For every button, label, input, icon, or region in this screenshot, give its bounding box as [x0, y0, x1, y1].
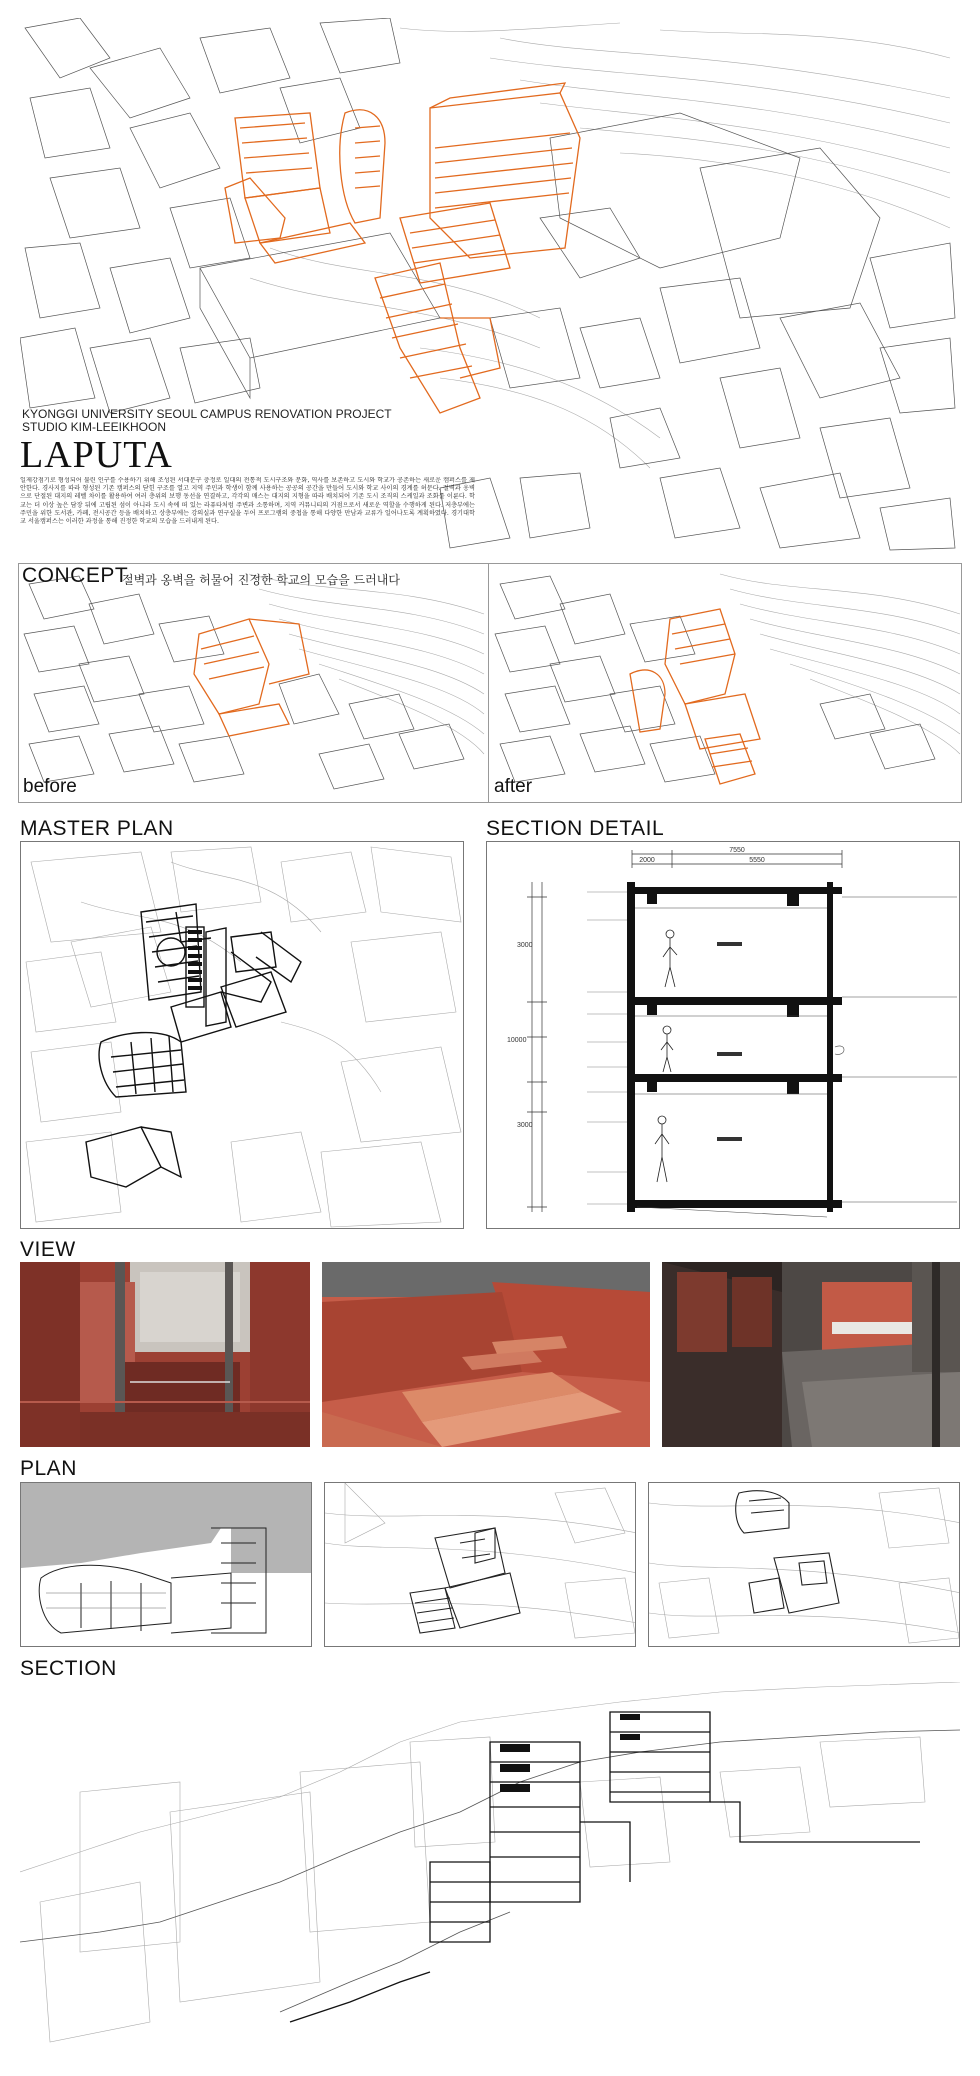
concept-after-label: after — [494, 776, 533, 797]
dim-left: 2000 — [639, 857, 655, 864]
plan-drawing-1 — [20, 1482, 312, 1647]
plan-drawing-3 — [648, 1482, 960, 1647]
dim-floor-1: 3000 — [517, 942, 533, 949]
concept-after-image — [490, 564, 962, 803]
project-title: LAPUTA — [20, 434, 173, 476]
view-render-1 — [20, 1262, 310, 1447]
concept-before-image — [19, 564, 489, 803]
concept-panel — [18, 563, 962, 803]
project-line-2: STUDIO KIM-LEEIKHOON — [22, 420, 167, 434]
section-heading: SECTION — [20, 1657, 117, 1680]
dim-total: 10000 — [507, 1037, 527, 1044]
concept-subtitle: 절벽과 옹벽을 허물어 진정한 학교의 모습을 드러내다 — [122, 573, 400, 587]
dim-overall: 7550 — [729, 847, 745, 854]
view-render-3 — [662, 1262, 960, 1447]
project-description: 일제강점기로 형성되어 불린 인구를 수용하기 위해 조성된 서대문구 충정로 일대의 전통적 도시구조와 문화, 역사를 보존하고 도시와 학교가 공존하는 새로운 캠퍼스를 제안한다. 경사지를 따라 형성된 기존 캠퍼스의 닫힌 구조를 열고 지역 주민과 학생이 함께 사용하는 공공의 공간을 만들어 도시와 학교 사이의 경계를 허문다. 절벽과 옹벽으로 단절된 대지의 레벨 차이를 활용하여 여러 층위의 보행 동선을 연결하고, 각각의 매스는 대지의 지형을 따라 배치되어 기존 도시 조직의 스케일과 조화를 이룬다. 학교는 더 이상 높은 담장 뒤에 고립된 섬이 아니라 도시 속에 떠 있는 라퓨타처럼 주변과 소통하며, 지역 커뮤니티의 거점으로서 새로운 역할을 수행하게 된다. 저층부에는 주민을 위한 도서관, 카페, 전시공간 등을 배치하고 상층부에는 강의실과 연구실을 두어 프로그램의 중첩을 통해 다양한 만남과 교류가 일어나도록 계획하였다. 경기대학교 서울캠퍼스는 이러한 과정을 통해 진정한 학교의 모습을 드러내게 된다. — [20, 477, 475, 526]
section-detail-drawing — [486, 841, 960, 1229]
master-plan-heading: MASTER PLAN — [20, 817, 174, 840]
view-heading: VIEW — [20, 1238, 76, 1261]
concept-before-label: before — [23, 776, 77, 797]
section-drawing — [20, 1682, 960, 2062]
concept-heading: CONCEPT — [22, 564, 129, 587]
dim-floor-3: 3000 — [517, 1122, 533, 1129]
project-line-1: KYONGGI UNIVERSITY SEOUL CAMPUS RENOVATION PROJECT — [22, 407, 392, 421]
view-render-2 — [322, 1262, 650, 1447]
master-plan-drawing — [20, 841, 464, 1229]
plan-heading: PLAN — [20, 1457, 77, 1480]
dim-right: 5550 — [749, 857, 765, 864]
plan-drawing-2 — [324, 1482, 636, 1647]
section-detail-heading: SECTION DETAIL — [486, 817, 665, 840]
